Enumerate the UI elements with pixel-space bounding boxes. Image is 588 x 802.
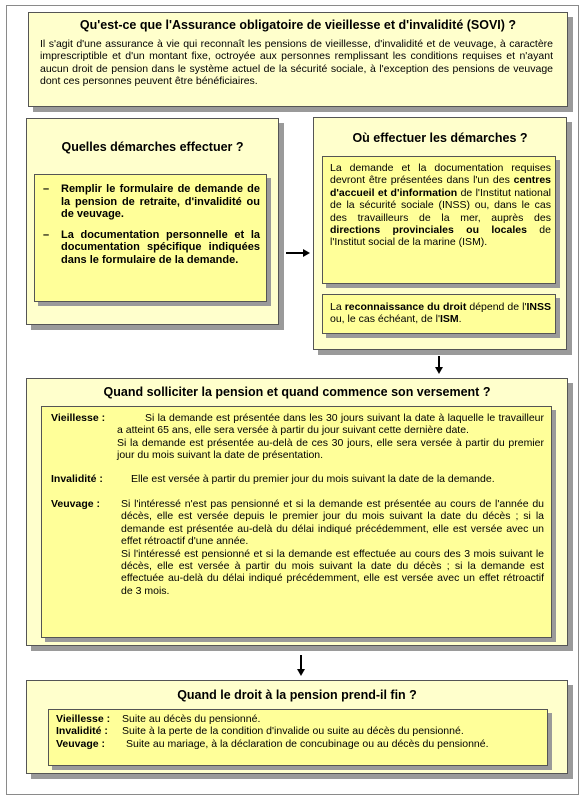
ou-right-box <box>322 294 556 334</box>
veuvage-label: Veuvage : <box>51 498 101 511</box>
demarches-list <box>43 183 260 275</box>
fin-veuvage-text: Suite au mariage, à la déclaration de concubinage ou au décès du pensionné. <box>126 737 489 750</box>
demarches-box <box>26 118 279 325</box>
fin-title: Quand le droit à la pension prend-il fin ? <box>177 688 417 702</box>
invalidite-text: Elle est versée à partir du premier jour du mois suivant la date de la demande. <box>131 472 495 485</box>
vieillesse-label: Vieillesse : <box>51 412 106 424</box>
arrow-down-head-icon <box>435 367 443 374</box>
ou-box <box>313 117 567 350</box>
vieillesse-text-1: Si la demande est présentée dans les 30 jours suivant la date à laquelle le travailleur a atteint 65 ans, elle sera versée à partir du jour suivant cette dernière date. <box>117 412 544 437</box>
fin-details-box <box>48 709 548 766</box>
veuvage-text-1: Si l'intéressé n'est pas pensionné et si la demande est présentée au cours de l'année du décès, elle est versée depuis le premier jour du mois suivant la date du décès ; si la demande est présentée au-delà du délai indiqué précédemment, elle est versée avec un effet rétroactif d'une année. <box>121 498 544 548</box>
arrow-down <box>300 655 302 670</box>
fin-details <box>56 713 542 750</box>
fin-veuvage-row <box>56 738 542 750</box>
arrow-right-head-icon <box>303 249 310 257</box>
sovi-title: Qu'est-ce que l'Assurance obligatoire de vieillesse et d'invalidité (SOVI) ? <box>79 18 517 32</box>
fin-veuvage-label: Veuvage : <box>56 737 106 750</box>
ou-right-text: La reconnaissance du droit dépend de l'INSS ou, le cas échéant, de l'ISM. <box>330 301 551 326</box>
fin-vieillesse-row <box>56 713 542 725</box>
fin-vieillesse-label: Vieillesse : <box>56 713 111 725</box>
veuvage-text-2: Si l'intéressé est pensionné et si la demande est effectuée au cours des 3 mois suivant le décès, elle est versée à partir du mois suivant la date du décès ; si la demande est effectuée au-delà du délai indiqué précédemment, elle est versée avec un effet rétroactif de 3 mois. <box>121 547 544 597</box>
arrow-down-head-icon <box>297 669 305 676</box>
veuvage-row <box>51 498 544 597</box>
sovi-body: Il s'agit d'une assurance à vie qui reconnaît les pensions de vieillesse, d'invalidité et de veuvage, à caractère imprescriptible et d'un montant fixe, octroyée aux personnes remplissant les conditions requises et n'ayant aucun droit de pension dans le système actuel de la sécurité sociale, à l'exception des pensions de veuvage dont ces personnes peuvent être bénéficiaires. <box>40 38 553 88</box>
vieillesse-row <box>51 412 544 462</box>
quand-box <box>26 378 568 646</box>
ou-where-box <box>322 156 556 284</box>
fin-vieillesse-text: Suite au décès du pensionné. <box>122 713 261 725</box>
quand-title: Quand solliciter la pension et quand commence son versement ? <box>103 385 491 399</box>
list-item: – La documentation personnelle et la documentation spécifique indiquées dans le formulaire de la demande. <box>43 229 260 267</box>
ou-title: Où effectuer les démarches ? <box>352 131 528 145</box>
invalidite-label: Invalidité : <box>51 472 103 485</box>
fin-box <box>26 680 568 774</box>
arrow-right <box>286 252 304 254</box>
ou-where-text: La demande et la documentation requises devront être présentées dans l'un des centres d'accueil et d'information de l'Institut national de la sécurité sociale (INSS) ou, dans le cas des travailleurs de la mer, auprès des directions provinciales ou locales de l'Institut social de la marine (ISM). <box>330 162 552 249</box>
quand-details-box <box>41 406 552 638</box>
fin-invalidite-label: Invalidité : <box>56 725 108 738</box>
fin-invalidite-row <box>56 725 542 737</box>
demarches-title: Quelles démarches effectuer ? <box>61 140 244 154</box>
fin-invalidite-text: Suite à la perte de la condition d'invalide ou suite au décès du pensionné. <box>122 725 464 738</box>
quand-details <box>51 412 544 597</box>
demarches-list-box <box>34 174 267 302</box>
invalidite-row <box>51 473 544 485</box>
sovi-box <box>28 12 568 107</box>
vieillesse-text-2: Si la demande est présentée au-delà de ces 30 jours, elle sera versée à partir du premier jour du mois suivant la date de présentation. <box>117 436 544 462</box>
list-item: – Remplir le formulaire de demande de la pension de retraite, d'invalidité ou de veuvage. <box>43 183 260 221</box>
